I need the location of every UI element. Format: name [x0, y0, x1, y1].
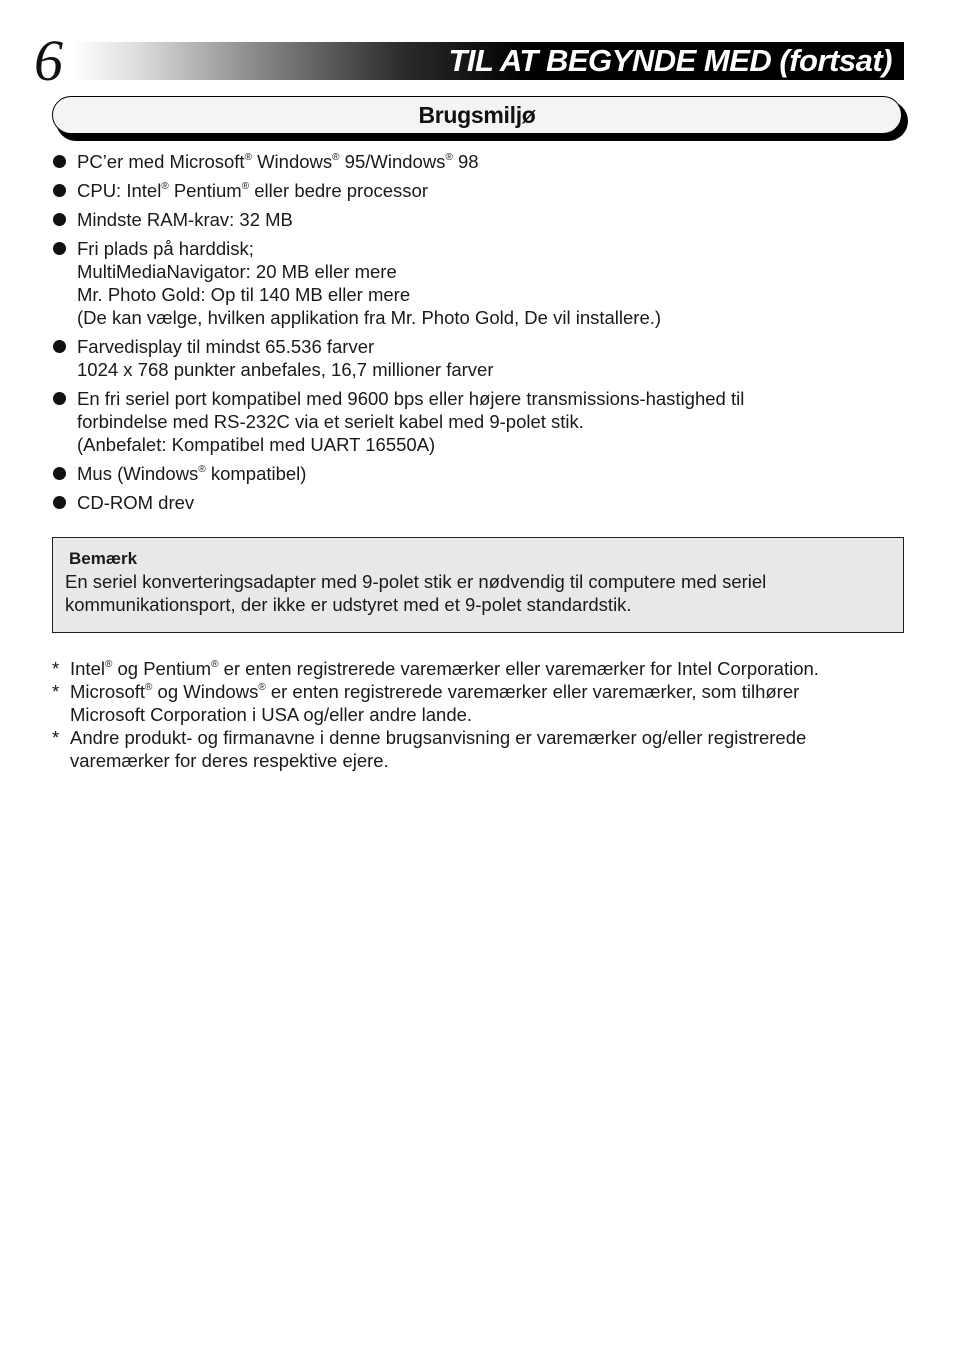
bullet-icon [53, 213, 66, 226]
list-item-text: PC’er med Microsoft® Windows® 95/Windows® 98 [77, 151, 479, 172]
bullet-icon [53, 392, 66, 405]
footnote-marker: * [52, 658, 60, 679]
bullet-icon [53, 467, 66, 480]
list-item [52, 237, 912, 329]
requirements-list [52, 150, 912, 520]
bullet-icon [53, 184, 66, 197]
list-item-text: (De kan vælge, hvilken applikation fra Mr. Photo Gold, De vil installere.) [77, 307, 662, 328]
list-item [52, 150, 912, 173]
list-item-text: forbindelse med RS-232C via et serielt kabel med 9-polet stik. [77, 411, 584, 432]
list-item-text: Fri plads på harddisk; [77, 238, 254, 259]
bullet-icon [53, 496, 66, 509]
list-item-text: CPU: Intel® Pentium® eller bedre processor [77, 180, 428, 201]
list-item-text: Farvedisplay til mindst 65.536 farver [77, 336, 375, 357]
footnote-text: varemærker for deres respektive ejere. [70, 750, 389, 771]
section-heading [52, 96, 902, 134]
footnote [52, 657, 912, 680]
footnote-marker: * [52, 727, 60, 748]
list-item-text: Mr. Photo Gold: Op til 140 MB eller mere [77, 284, 411, 305]
note-box [52, 537, 904, 633]
section-title: Brugsmiljø [418, 102, 536, 128]
list-item-text: (Anbefalet: Kompatibel med UART 16550A) [77, 434, 436, 455]
note-line: kommunikationsport, der ikke er udstyret med et 9-polet standardstik. [65, 594, 632, 615]
footnote-marker: * [52, 681, 60, 702]
list-item [52, 179, 912, 202]
footnote-text: Andre produkt- og firmanavne i denne brugsanvisning er varemærker og/eller registrerede [70, 727, 807, 748]
footnote-text: Intel® og Pentium® er enten registrerede varemærker eller varemærker for Intel Corporation. [70, 658, 819, 679]
list-item [52, 208, 912, 231]
list-item [52, 491, 912, 514]
note-line: En seriel konverteringsadapter med 9-polet stik er nødvendig til computere med seriel [65, 571, 767, 592]
page-number: 6 [34, 28, 63, 93]
footnote [52, 726, 912, 772]
footnote-text: Microsoft® og Windows® er enten registrerede varemærker eller varemærker, som tilhører [70, 681, 800, 702]
footnote [52, 680, 912, 726]
note-text [65, 570, 891, 616]
list-item-text: En fri seriel port kompatibel med 9600 bps eller højere transmissions-hastighed til [77, 388, 745, 409]
header-bar [72, 42, 904, 80]
footnotes [52, 657, 912, 772]
list-item-text: CD-ROM drev [77, 492, 195, 513]
bullet-icon [53, 242, 66, 255]
footnote-text: Microsoft Corporation i USA og/eller andre lande. [70, 704, 473, 725]
list-item [52, 335, 912, 381]
note-title: Bemærk [69, 549, 138, 568]
list-item [52, 387, 912, 456]
bullet-icon [53, 155, 66, 168]
list-item-text: Mindste RAM-krav: 32 MB [77, 209, 293, 230]
list-item-text: Mus (Windows® kompatibel) [77, 463, 307, 484]
list-item-text: MultiMediaNavigator: 20 MB eller mere [77, 261, 397, 282]
page-title: TIL AT BEGYNDE MED (fortsat) [448, 43, 892, 78]
list-item-text: 1024 x 768 punkter anbefales, 16,7 millioner farver [77, 359, 494, 380]
bullet-icon [53, 340, 66, 353]
list-item [52, 462, 912, 485]
